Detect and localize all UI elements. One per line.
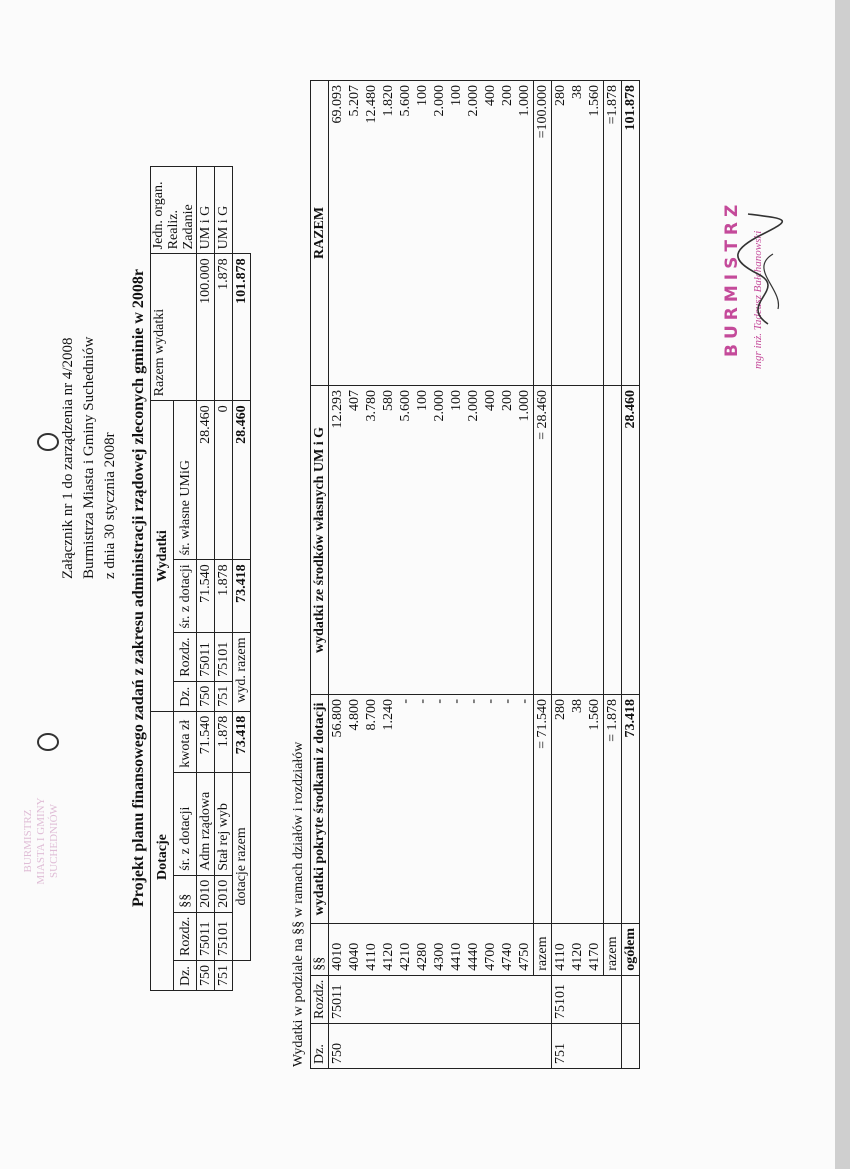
cell-par: 4740 [499, 923, 516, 975]
sum-wlasne: = 28.460 [534, 385, 552, 694]
cell-par: 4280 [414, 923, 431, 975]
cell-razem: 400 [482, 80, 499, 385]
cell-dotacja: - [482, 694, 499, 923]
table-row [482, 80, 499, 1068]
cell-dotacja: 4.800 [346, 694, 363, 923]
cell-razem: 100.000 [197, 254, 215, 401]
cell-razem: 1.000 [516, 80, 534, 385]
document-header [58, 337, 121, 579]
cell-rozdz: 75011 [329, 975, 552, 1023]
cell-razem: 2.000 [431, 80, 448, 385]
cell-dotacja: - [431, 694, 448, 923]
cell-dz: 750 [197, 961, 215, 991]
table-sum-row [233, 167, 251, 991]
faint-stamp [22, 781, 61, 901]
sum-dotacja: 73.418 [233, 560, 251, 633]
cell-wlasne: 400 [482, 385, 499, 694]
cell-jedn: UM i G [215, 167, 233, 254]
cell-dz: 751 [552, 1024, 622, 1069]
cell-wlasne: 1.000 [516, 385, 534, 694]
group-header-wydatki: Wydatki [151, 401, 174, 711]
cell-par: 4410 [448, 923, 465, 975]
column-header: Rozdz. [311, 975, 329, 1023]
cell-wlasne [569, 385, 586, 694]
cell-par: 4110 [363, 923, 380, 975]
cell-razem: 5.207 [346, 80, 363, 385]
punch-hole-icon [37, 733, 59, 751]
cell-wlasne: 12.293 [329, 385, 347, 694]
cell-par: 4170 [586, 923, 604, 975]
cell-dz: 750 [329, 1024, 552, 1069]
cell-razem: 1.820 [380, 80, 397, 385]
sum-dotacja: = 1.878 [604, 694, 622, 923]
table-row [586, 80, 604, 1068]
cell-dotacja: - [448, 694, 465, 923]
total-razem: 101.878 [622, 80, 640, 385]
cell-wlasne: 0 [215, 401, 233, 560]
column-header: Dz. [174, 961, 197, 991]
total-dotacja: 73.418 [622, 694, 640, 923]
cell-rozdz: 75101 [552, 975, 622, 1023]
signature-icon [728, 209, 798, 329]
cell-dotacja: - [465, 694, 482, 923]
cell-razem: 69.093 [329, 80, 347, 385]
cell-jedn: UM i G [197, 167, 215, 254]
signature-stamp-name: mgr inż. Tadeusz Bałchanowski [752, 230, 764, 369]
cell-razem: 2.000 [465, 80, 482, 385]
sum-razem: =1.878 [604, 80, 622, 385]
sum-label: razem [604, 923, 622, 975]
cell-par: 4440 [465, 923, 482, 975]
faint-stamp-line: MIASTA I GMINY [35, 797, 47, 885]
cell-dotacja: - [499, 694, 516, 923]
cell-razem: 100 [414, 80, 431, 385]
signature-stamp-title: BURMISTRZ [722, 199, 742, 357]
cell-source: Stał rej wyb [215, 772, 233, 875]
cell-dotacja: 56.800 [329, 694, 347, 923]
cell-wlasne: 100 [448, 385, 465, 694]
cell-par: 2010 [197, 875, 215, 912]
cell-dotacja: 71.540 [197, 560, 215, 633]
column-header: Dz. [174, 681, 197, 711]
table-sum-row [604, 80, 622, 1068]
sum-label: razem [534, 923, 552, 975]
scanner-edge [835, 0, 850, 1169]
summary-table [150, 166, 251, 991]
table-row [346, 80, 363, 1068]
group-header-jedn: Jedn. organ. Realiz. Zadanie [151, 167, 197, 254]
cell-par: 4010 [329, 923, 347, 975]
cell-kwota: 71.540 [197, 711, 215, 772]
table-row [380, 80, 397, 1068]
table-row [499, 80, 516, 1068]
table-row [448, 80, 465, 1068]
column-header: śr. z dotacji [174, 560, 197, 633]
cell-razem: 38 [569, 80, 586, 385]
cell-rozdz: 75011 [197, 912, 215, 960]
cell-par: 4700 [482, 923, 499, 975]
sum-razem: =100.000 [534, 80, 552, 385]
faint-stamp-line: SUCHEDNIÓW [48, 804, 60, 878]
column-header: Dz. [311, 1024, 329, 1069]
column-header: wydatki ze środków własnych UM i G [311, 385, 329, 694]
cell-wlasne: 100 [414, 385, 431, 694]
table-row [215, 167, 233, 991]
header-line: Burmistrza Miasta i Gminy Suchedniów [81, 336, 97, 579]
table-row [569, 80, 586, 1068]
group-header-dotacje: Dotacje [151, 711, 174, 990]
cell-par: 4040 [346, 923, 363, 975]
cell-rozdz: 75011 [197, 633, 215, 681]
cell-wlasne [552, 385, 570, 694]
cell-razem: 1.878 [215, 254, 233, 401]
sum-kwota: 73.418 [233, 711, 251, 772]
column-header: kwota zł [174, 711, 197, 772]
cell-par: 4120 [380, 923, 397, 975]
punch-hole-icon [37, 433, 59, 451]
column-header: wydatki pokryte środkami z dotacji [311, 694, 329, 923]
cell-razem: 5.600 [397, 80, 414, 385]
details-table [310, 80, 640, 1069]
sum-razem: 101.878 [233, 254, 251, 401]
cell-wlasne: 5.600 [397, 385, 414, 694]
column-header: śr. własne UMiG [174, 401, 197, 560]
total-wlasne: 28.460 [622, 385, 640, 694]
cell-dotacja: 8.700 [363, 694, 380, 923]
cell-dotacja: 280 [552, 694, 570, 923]
cell-dz: 751 [215, 961, 233, 991]
column-header: §§ [174, 875, 197, 912]
table-row [197, 167, 215, 991]
group-header-razem: Razem wydatki [151, 254, 197, 401]
cell-par: 4110 [552, 923, 570, 975]
cell-wlasne: 28.460 [197, 401, 215, 560]
cell-source: Adm rządowa [197, 772, 215, 875]
cell-wlasne: 200 [499, 385, 516, 694]
cell-kwota: 1.878 [215, 711, 233, 772]
cell-dz: 750 [197, 681, 215, 711]
column-header: śr. z dotacji [174, 772, 197, 875]
cell-par: 4210 [397, 923, 414, 975]
cell-razem: 280 [552, 80, 570, 385]
table-sum-row [534, 80, 552, 1068]
cell-razem: 200 [499, 80, 516, 385]
table-row [397, 80, 414, 1068]
column-header: Rozdz. [174, 912, 197, 960]
header-line: z dnia 30 stycznia 2008r [102, 432, 118, 579]
cell-dotacja: 38 [569, 694, 586, 923]
table-row [516, 80, 534, 1068]
cell-razem: 12.480 [363, 80, 380, 385]
cell-razem: 1.560 [586, 80, 604, 385]
header-line: Załącznik nr 1 do zarządzenia nr 4/2008 [60, 337, 76, 579]
cell-wlasne [586, 385, 604, 694]
cell-wlasne: 2.000 [431, 385, 448, 694]
cell-dotacja: 1.240 [380, 694, 397, 923]
table-total-row [622, 80, 640, 1068]
faint-stamp-line: BURMISTRZ [22, 809, 34, 873]
column-header: §§ [311, 923, 329, 975]
table-row [414, 80, 431, 1068]
cell-par: 2010 [215, 875, 233, 912]
cell-wlasne: 2.000 [465, 385, 482, 694]
cell-razem: 100 [448, 80, 465, 385]
table-row [465, 80, 482, 1068]
cell-rozdz: 75101 [215, 912, 233, 960]
cell-wlasne: 3.780 [363, 385, 380, 694]
sum-wlasne: 28.460 [233, 401, 251, 560]
cell-par: 4750 [516, 923, 534, 975]
cell-dotacja: 1.560 [586, 694, 604, 923]
cell-par: 4120 [569, 923, 586, 975]
table-row [363, 80, 380, 1068]
cell-rozdz: 75101 [215, 633, 233, 681]
cell-par: 4300 [431, 923, 448, 975]
sum-label: wyd. razem [233, 633, 251, 711]
sum-dotacja: = 71.540 [534, 694, 552, 923]
cell-wlasne: 407 [346, 385, 363, 694]
cell-dotacja: 1.878 [215, 560, 233, 633]
cell-dotacja: - [414, 694, 431, 923]
total-label: ogółem [622, 923, 640, 975]
sum-wlasne [604, 385, 622, 694]
column-header: RAZEM [311, 80, 329, 385]
table-row [552, 80, 570, 1068]
cell-wlasne: 580 [380, 385, 397, 694]
cell-dotacja: - [397, 694, 414, 923]
column-header: Rozdz. [174, 633, 197, 681]
page-title: Projekt planu finansowego zadań z zakresu administracji rządowej zleconych gminie w 2008r [130, 268, 147, 907]
table2-caption: Wydatki w podziale na §§ w ramach działów i rozdziałów [291, 741, 306, 1067]
table-row [431, 80, 448, 1068]
cell-dz: 751 [215, 681, 233, 711]
cell-dotacja: - [516, 694, 534, 923]
table-row [329, 80, 347, 1068]
sum-label: dotacje razem [233, 772, 251, 960]
